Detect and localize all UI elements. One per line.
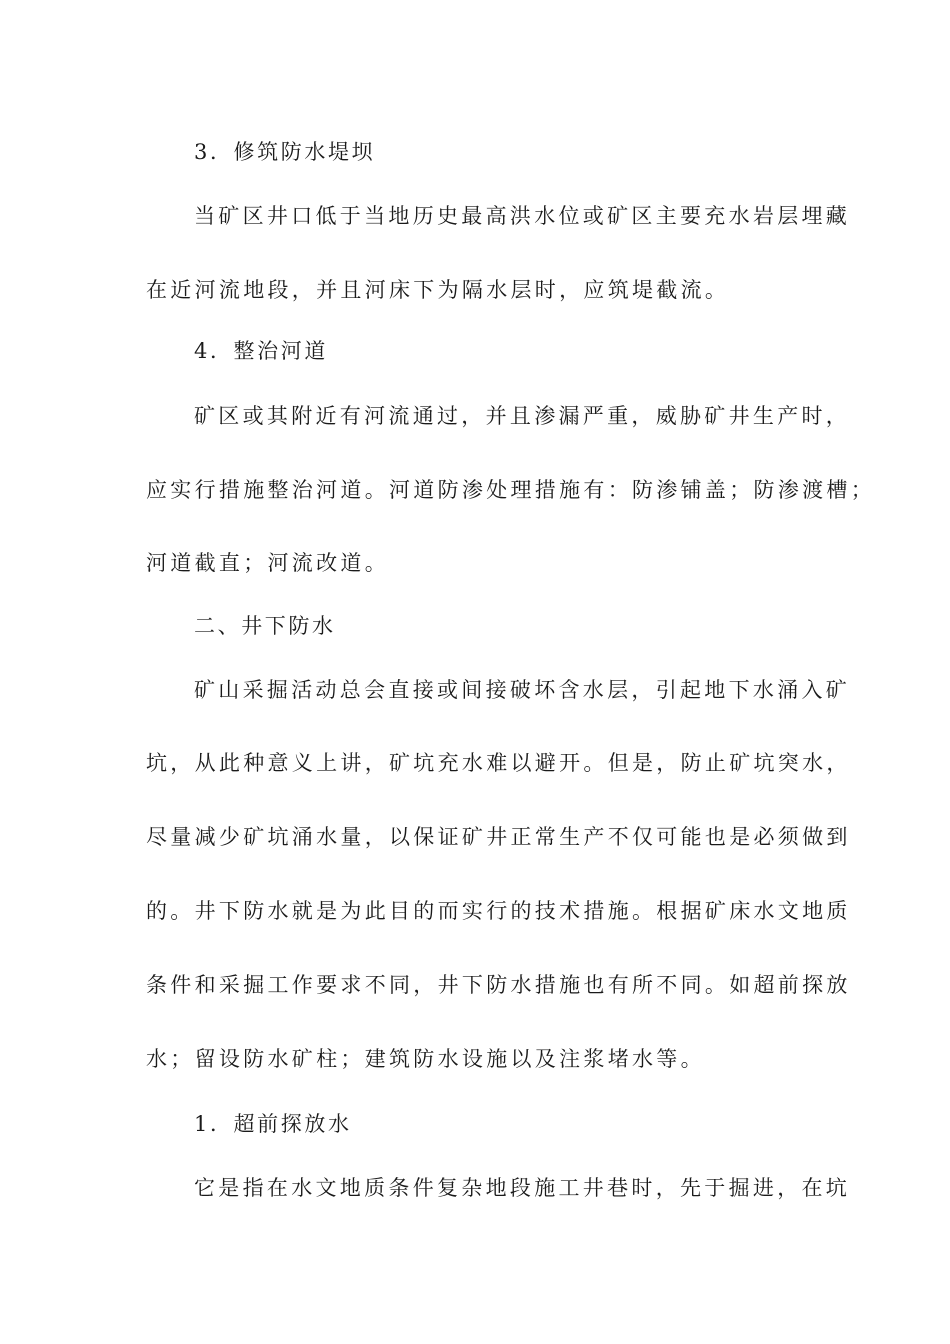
paragraph-line: 在近河流地段，并且河床下为隔水层时，应筑堤截流。 [146, 278, 730, 302]
paragraph-line: 矿山采掘活动总会直接或间接破坏含水层，引起地下水涌入矿 [194, 678, 851, 702]
section-heading: 4．整治河道 [194, 339, 328, 363]
section-heading: 二、井下防水 [194, 614, 336, 638]
paragraph-line: 的。井下防水就是为此目的而实行的技术措施。根据矿床水文地质 [146, 899, 851, 923]
paragraph-line: 它是指在水文地质条件复杂地段施工井巷时，先于掘进，在坑 [194, 1176, 851, 1200]
paragraph-line: 应实行措施整治河道。河道防渗处理措施有：防渗铺盖；防渗渡槽； [146, 478, 875, 502]
section-heading: 3．修筑防水堤坝 [194, 140, 376, 164]
paragraph-line: 河道截直；河流改道。 [146, 551, 389, 575]
paragraph-line: 坑，从此种意义上讲，矿坑充水难以避开。但是，防止矿坑突水， [146, 751, 851, 775]
paragraph-line: 矿区或其附近有河流通过，并且渗漏严重，威胁矿井生产时， [194, 404, 851, 428]
paragraph-line: 当矿区井口低于当地历史最高洪水位或矿区主要充水岩层埋藏 [194, 204, 851, 228]
paragraph-line: 条件和采掘工作要求不同，井下防水措施也有所不同。如超前探放 [146, 973, 851, 997]
section-heading: 1．超前探放水 [194, 1112, 352, 1136]
paragraph-line: 水；留设防水矿柱；建筑防水设施以及注浆堵水等。 [146, 1047, 705, 1071]
paragraph-line: 尽量减少矿坑涌水量，以保证矿井正常生产不仅可能也是必须做到 [146, 825, 851, 849]
